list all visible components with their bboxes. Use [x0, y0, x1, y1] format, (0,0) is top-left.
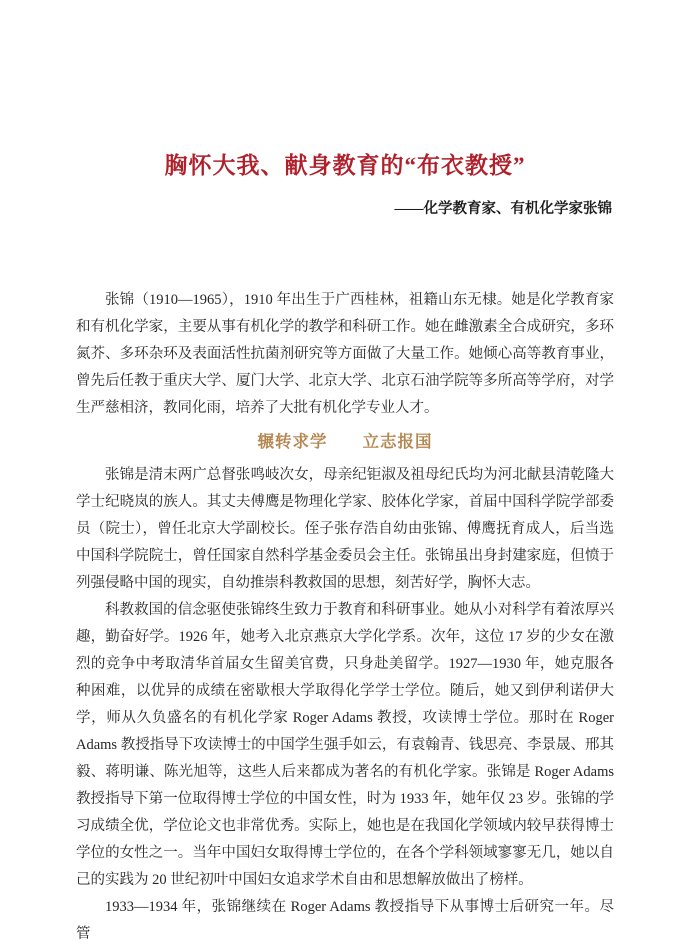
article-subtitle: ——化学教育家、有机化学家张锦 [394, 201, 612, 217]
paragraph-postdoc: 1933—1934 年，张锦继续在 Roger Adams 教授指导下从事博士后研究一年。尽管 [76, 899, 614, 942]
paragraph-intro: 张锦（1910—1965），1910 年出生于广西桂林，祖籍山东无棣。她是化学教育家和有机化学家，主要从事有机化学的教学和科研工作。她在雌激素全合成研究，多环氮芥、多环杂环及表面活性抗菌剂研究等方面做了大量工作。她倾心高等教育事业，曾先后任教于重庆大学、厦门大学、北京大学、北京石油学院等多所高等学府，对学生严慈相济，教同化雨，培养了大批有机化学专业人才。 [76, 292, 614, 416]
section-heading: 辗转求学 立志报国 [257, 432, 433, 451]
article-title: 胸怀大我、献身教育的“布衣教授” [164, 153, 526, 178]
paragraph-education: 科教救国的信念驱使张锦终生致力于教育和科研事业。她从小对科学有着浓厚兴趣，勤奋好学。1926 年，她考入北京燕京大学化学系。次年，这位 17 岁的少女在激烈的竞争中考取清华首届女生留美官费，只身赴美留学。1927—1930 年，她克服各种困难，以优异的成绩在密歇根大学取得化学学士学位。随后，她又到伊利诺伊大学，师从久负盛名的有机化学家 Roger Adams 教授，攻读博士学位。那时在 Roger Adams 教授指导下攻读博士的中国学生强手如云，有袁翰青、钱思亮、李景晟、邢其毅、蒋明谦、陈光旭等，这些人后来都成为著名的有机化学家。张锦是 Roger Adams 教授指导下第一位取得博士学位的中国女性，时为 1933 年，她年仅 23 岁。张锦的学习成绩全优，学位论文也非常优秀。实际上，她也是在我国化学领域内较早获得博士学位的女性之一。当年中国妇女取得博士学位的，在各个学科领域寥寥无几，她以自己的实践为 20 世纪初叶中国妇女追求学术自由和思想解放做出了榜样。 [76, 602, 614, 888]
article-body [76, 287, 614, 945]
paragraph-family: 张锦是清末两广总督张鸣岐次女，母亲纪钜淑及祖母纪氏均为河北献县清乾隆大学士纪晓岚的族人。其丈夫傅鹰是物理化学家、胶体化学家，首届中国科学院学部委员（院士），曾任北京大学副校长。侄子张存浩自幼由张锦、傅鹰抚育成人，后当选中国科学院院士，曾任国家自然科学基金委员会主任。张锦虽出身封建家庭，但愤于列强侵略中国的现实，自幼推崇科教救国的思想，刻苦好学，胸怀大志。 [76, 467, 614, 591]
